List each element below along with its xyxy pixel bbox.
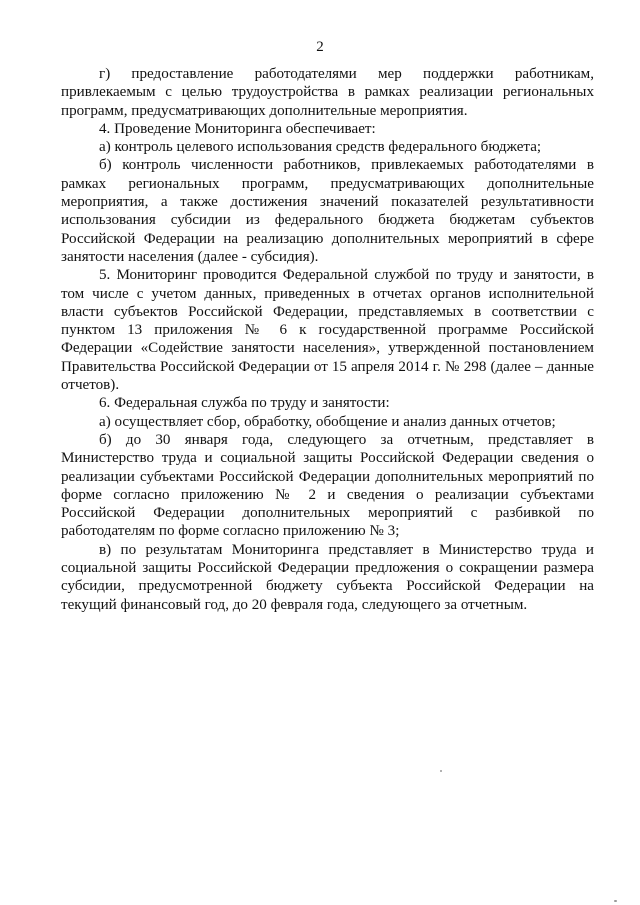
paragraph-4-heading: 4. Проведение Мониторинга обеспечивает: <box>99 120 376 137</box>
paragraph-g-employer-support: г) предоставление работодателями мер поддержки работникам, привлекаемым с целью трудоустройства в рамках реализации региональных программ, предусматривающих дополнительные мероприятия. <box>61 66 594 119</box>
paragraph-4a: а) контроль целевого использования средств федерального бюджета; <box>99 139 542 156</box>
scan-speck <box>614 900 617 902</box>
paragraph-5: 5. Мониторинг проводится Федеральной службой по труду и занятости, в том числе с учетом данных, приведенных в отчетах органов исполнительной власти субъектов Российской Федерации, представляемых в соответствии с пунктом 13 приложения № 6 к государственной программе Российской Федерации «Содействие занятости населения», утвержденной постановлением Правительства Российской Федерации от 15 апреля 2014 г. № 298 (далее – данные отчетов). <box>61 267 594 394</box>
scan-speck <box>440 770 442 772</box>
paragraph-6a: а) осуществляет сбор, обработку, обобщение и анализ данных отчетов; <box>99 413 556 430</box>
document-body <box>61 65 594 614</box>
paragraph-6v: в) по результатам Мониторинга представляет в Министерство труда и социальной защиты Российской Федерации предложения о сокращении размера субсидии, предусмотренной бюджету субъекта Российской Федерации на текущий финансовый год, до 20 февраля года, следующего за отчетным. <box>61 541 594 613</box>
paragraph-6b: б) до 30 января года, следующего за отчетным, представляет в Министерство труда и социальной защиты Российской Федерации сведения о реализации субъектами Российской Федерации дополнительных мероприятий по форме согласно приложению № 2 и сведения о реализации субъектами Российской Федерации дополнительных мероприятий с разбивкой по работодателям по форме согласно приложению № 3; <box>61 431 594 540</box>
paragraph-4b: б) контроль численности работников, привлекаемых работодателями в рамках региональных программ, предусматривающих дополнительные мероприятия, а также достижения значений показателей результативности использования субсидии из федерального бюджета бюджетам субъектов Российской Федерации на реализацию дополнительных мероприятий в сфере занятости населения (далее - субсидия). <box>61 157 594 265</box>
page-number: 2 <box>316 39 324 55</box>
paragraph-6-heading: 6. Федеральная служба по труду и занятости: <box>99 395 390 412</box>
